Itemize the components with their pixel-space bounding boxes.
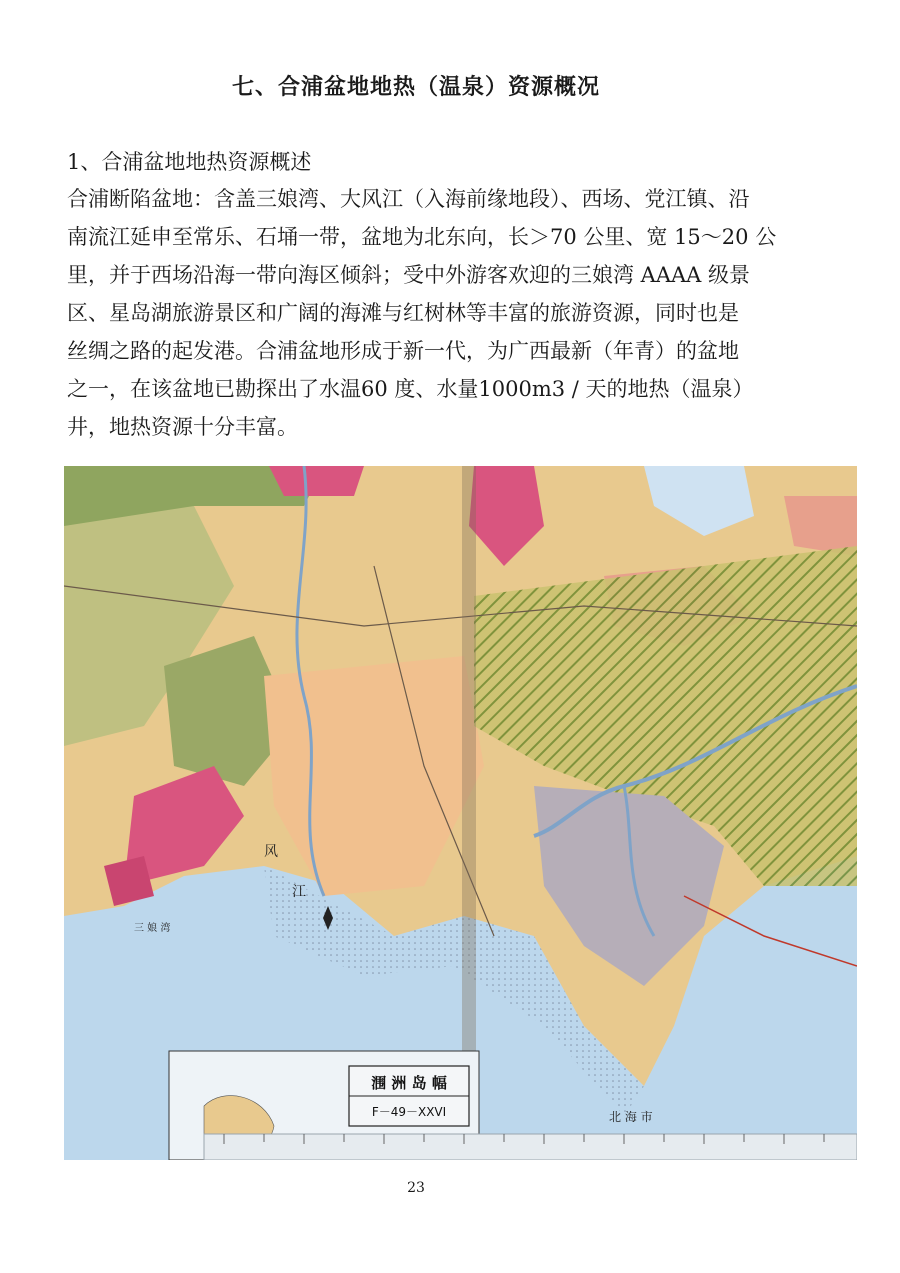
page-number: 23	[407, 1180, 425, 1196]
body-line: 里，并于西场沿海一带向海区倾斜；受中外游客欢迎的三娘湾 AAAA 级景	[67, 263, 751, 287]
section-heading: 1、合浦盆地地热资源概述	[67, 150, 312, 174]
map-drawing	[64, 466, 857, 1160]
body-line: 区、星岛湖旅游景区和广阔的海滩与红树林等丰富的旅游资源，同时也是	[67, 301, 739, 325]
ruler	[204, 1134, 857, 1160]
body-line: 之一，在该盆地已勘探出了水温60 度、水量1000m3 / 天的地热（温泉）	[67, 377, 754, 401]
body-line: 南流江延申至常乐、石埇一带，盆地为北东向，长＞70 公里、宽 15～20 公	[67, 225, 777, 249]
body-paragraph	[67, 180, 833, 446]
sheet-name-label: 涠 洲 岛 幅	[371, 1074, 447, 1092]
river-label: 江	[292, 884, 306, 900]
pink-zone	[269, 466, 364, 496]
sheet-code-label: F－49－XXVI	[371, 1105, 447, 1119]
sea-city-label: 北 海 市	[609, 1110, 653, 1124]
page-title: 七、合浦盆地地热（温泉）资源概况	[231, 75, 600, 100]
body-line: 井，地热资源十分丰富。	[67, 415, 298, 439]
body-line: 丝绸之路的起发港。合浦盆地形成于新一代，为广西最新（年青）的盆地	[67, 339, 739, 363]
body-line: 合浦断陷盆地：含盖三娘湾、大风江（入海前缘地段）、西场、党江镇、沿	[67, 187, 750, 211]
river-label: 风	[264, 844, 278, 860]
coastal-label: 三 娘 湾	[134, 923, 171, 934]
geological-map-photo	[64, 466, 857, 1160]
